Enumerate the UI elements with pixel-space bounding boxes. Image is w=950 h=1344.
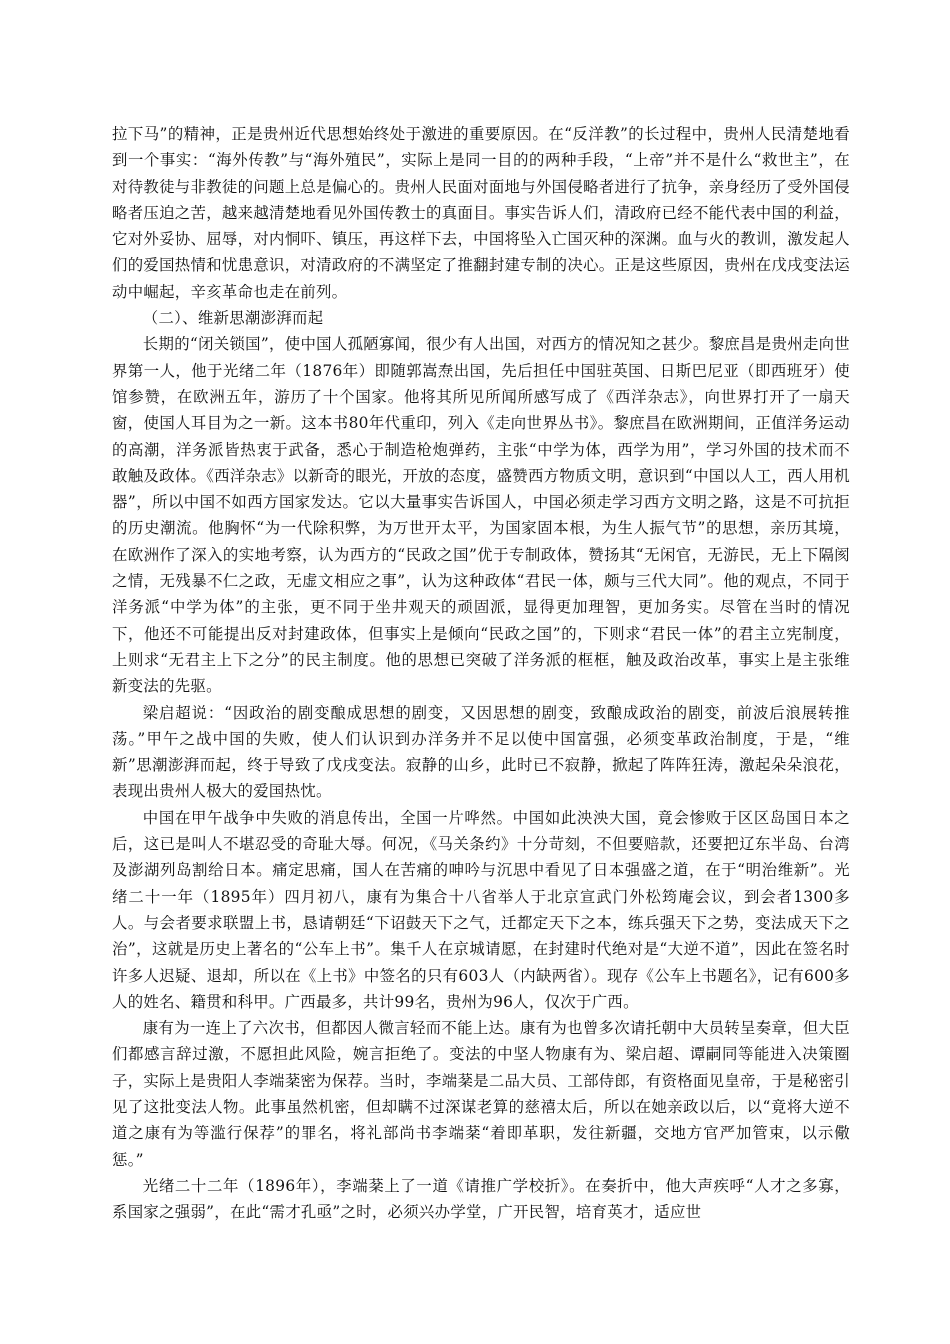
paragraph: 梁启超说：“因政治的剧变酿成思想的剧变，又因思想的剧变，致酿成政治的剧变，前波后浪展转推荡。”甲午之战中国的失败，使人们认识到办洋务并不足以使中国富强，必须变革政治制度，于是，“维新”思潮澎湃而起，终于导致了戊戌变法。寂静的山乡，此时已不寂静，掀起了阵阵狂涛，激起朵朵浪花，表现出贵州人极大的爱国热忱。 <box>112 703 850 801</box>
document-page <box>112 121 850 1225</box>
paragraph: 光绪二十二年（1896年），李端棻上了一道《请推广学校折》。在奏折中，他大声疾呼“人才之多寡，系国家之强弱”，在此“需才孔亟”之时，必须兴办学堂，广开民智，培育英才，适应世 <box>112 1176 850 1222</box>
paragraph-continuation: 拉下马”的精神，正是贵州近代思想始终处于激进的重要原因。在“反洋教”的长过程中，贵州人民清楚地看到一个事实：“海外传教”与“海外殖民”，实际上是同一目的的两种手段，“上帝”并不是什么“救世主”，在对待教徒与非教徒的问题上总是偏心的。贵州人民面对面地与外国侵略者进行了抗争，亲身经历了受外国侵略者压迫之苦，越来越清楚地看见外国传教士的真面目。事实告诉人们，清政府已经不能代表中国的利益，它对外妥协、屈辱，对内恫吓、镇压，再这样下去，中国将坠入亡国灭种的深渊。血与火的教训，激发起人们的爱国热情和忧患意识，对清政府的不满坚定了推翻封建专制的决心。正是这些原因，贵州在戊戌变法运动中崛起，辛亥革命也走在前列。 <box>112 125 850 301</box>
paragraph: 康有为一连上了六次书，但都因人微言轻而不能上达。康有为也曾多次请托朝中大员转呈奏章，但大臣们都感言辞过激，不愿担此风险，婉言拒绝了。变法的中坚人物康有为、梁启超、谭嗣同等能进入决策圈子，实际上是贵阳人李端棻密为保荐。当时，李端棻是二品大员、工部侍郎，有资格面见皇帝，于是秘密引见了这批变法人物。此事虽然机密，但却瞒不过深谋老算的慈禧太后，所以在她亲政以后，以“竟将大逆不道之康有为等滥行保荐”的罪名，将礼部尚书李端棻“着即革职，发往新疆，交地方官严加管束，以示儆惩。” <box>112 1019 850 1169</box>
paragraph: 中国在甲午战争中失败的消息传出，全国一片哗然。中国如此泱泱大国，竟会惨败于区区岛国日本之后，这已是叫人不堪忍受的奇耻大辱。何况，《马关条约》十分苛刻，不但要赔款，还要把辽东半岛、台湾及澎湖列岛割给日本。痛定思痛，国人在苦痛的呻吟与沉思中看见了日本强盛之道，在于“明治维新”。光绪二十一年（1895年）四月初八，康有为集合十八省举人于北京宣武门外松筠庵会议，到会者1300多人。与会者要求联盟上书，恳请朝廷“下诏鼓天下之气，迁都定天下之本，练兵强天下之势，变法成天下之治”，这就是历史上著名的“公车上书”。集千人在京城请愿，在封建时代绝对是“大逆不道”，因此在签名时许多人迟疑、退却，所以在《上书》中签名的只有603人（内缺两省）。现存《公车上书题名》，记有600多人的姓名、籍贯和科甲。广西最多，共计99名，贵州为96人，仅次于广西。 <box>112 808 850 1011</box>
paragraph: 长期的“闭关锁国”，使中国人孤陋寡闻，很少有人出国，对西方的情况知之甚少。黎庶昌是贵州走向世界第一人，他于光绪二年（1876年）即随郭嵩焘出国，先后担任中国驻英国、日斯巴尼亚（即西班牙）使馆参赞，在欧洲五年，游历了十个国家。他将其所见所闻所感写成了《西洋杂志》，向世界打开了一扇天窗，使国人耳目为之一新。这本书80年代重印，列入《走向世界丛书》。黎庶昌在欧洲期间，正值洋务运动的高潮，洋务派皆热衷于武备，悉心于制造枪炮弹药，主张“中学为体，西学为用”，学习外国的技术而不敢触及政体。《西洋杂志》以新奇的眼光，开放的态度，盛赞西方物质文明，意识到“中国以人工，西人用机器”，所以中国不如西方国家发达。它以大量事实告诉国人，中国必须走学习西方文明之路，这是不可抗拒的历史潮流。他胸怀“为一代除积弊，为万世开太平，为国家固本根，为生人振气节”的思想，亲历其境，在欧洲作了深入的实地考察，认为西方的“民政之国”优于专制政体，赞扬其“无闲官，无游民，无上下隔阂之情，无残暴不仁之政，无虚文相应之事”，认为这种政体“君民一体，颇与三代大同”。他的观点，不同于洋务派“中学为体”的主张，更不同于坐井观天的顽固派，显得更加理智，更加务实。尽管在当时的情况下，他还不可能提出反对封建政体，但事实上是倾向“民政之国”的，下则求“君民一体”的君主立宪制度，上则求“无君主上下之分”的民主制度。他的思想已突破了洋务派的框框，触及政治改革，事实上是主张维新变法的先驱。 <box>112 335 850 696</box>
section-heading: （二）、维新思潮澎湃而起 <box>142 309 324 328</box>
